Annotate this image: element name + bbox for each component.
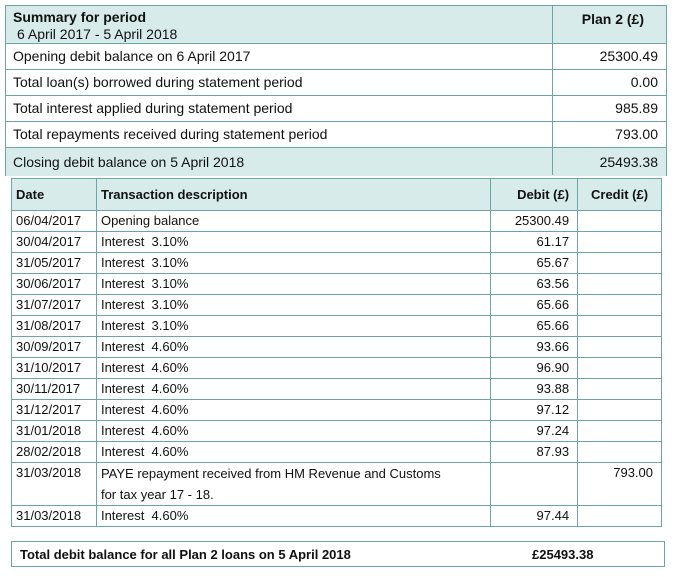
row-description: PAYE repayment received from HM Revenue and Customs xyxy=(100,466,441,481)
table-row xyxy=(12,463,662,506)
row-date: 31/12/2017 xyxy=(12,400,97,421)
row-debit: 61.17 xyxy=(491,232,578,253)
summary-row-label: Total loan(s) borrowed during statement period xyxy=(13,74,303,90)
row-credit: 793.00 xyxy=(578,463,662,506)
table-row xyxy=(12,421,662,442)
row-date: 28/02/2018 xyxy=(12,442,97,463)
row-description: Opening balance xyxy=(96,211,490,232)
row-credit xyxy=(578,506,662,527)
closing-balance-row xyxy=(6,147,666,176)
row-credit xyxy=(578,400,662,421)
total-debit-balance-label: Total debit balance for all Plan 2 loans on 5 April 2018 xyxy=(20,547,351,562)
row-description: Interest 3.10% xyxy=(96,295,490,316)
summary-header xyxy=(6,6,666,43)
date-column-header: Date xyxy=(12,179,97,211)
row-debit: 63.56 xyxy=(491,274,578,295)
summary-row-value: 793.00 xyxy=(615,126,658,142)
row-debit: 65.67 xyxy=(491,253,578,274)
row-description: Interest 4.60% xyxy=(96,506,490,527)
row-date: 31/08/2017 xyxy=(12,316,97,337)
row-description: Interest 4.60% xyxy=(96,400,490,421)
row-credit xyxy=(578,232,662,253)
row-date: 31/01/2018 xyxy=(12,421,97,442)
row-debit: 97.44 xyxy=(491,506,578,527)
row-description: Interest 3.10% xyxy=(96,316,490,337)
credit-column-header: Credit (£) xyxy=(578,179,662,211)
summary-panel xyxy=(5,5,667,176)
row-credit xyxy=(578,379,662,400)
row-debit: 97.24 xyxy=(491,421,578,442)
closing-balance-label: Closing debit balance on 5 April 2018 xyxy=(13,154,245,170)
table-row xyxy=(12,253,662,274)
row-credit xyxy=(578,274,662,295)
summary-row xyxy=(6,43,666,70)
row-description: Interest 3.10% xyxy=(96,274,490,295)
row-description: Interest 4.60% xyxy=(96,379,490,400)
row-description: Interest 4.60% xyxy=(96,421,490,442)
total-debit-balance-box xyxy=(11,541,665,567)
row-debit: 97.12 xyxy=(491,400,578,421)
row-description: Interest 4.60% xyxy=(96,337,490,358)
row-description: Interest 3.10% xyxy=(96,253,490,274)
table-row xyxy=(12,400,662,421)
table-row xyxy=(12,442,662,463)
row-credit xyxy=(578,358,662,379)
total-debit-balance-value: £25493.38 xyxy=(532,547,594,562)
row-credit xyxy=(578,316,662,337)
row-credit xyxy=(578,295,662,316)
debit-column-header: Debit (£) xyxy=(491,179,578,211)
row-description: Interest 4.60% xyxy=(96,442,490,463)
row-credit xyxy=(578,442,662,463)
row-description-continued: for tax year 17 - 18. xyxy=(100,487,214,502)
table-row xyxy=(12,316,662,337)
summary-title: Summary for period xyxy=(13,9,147,25)
row-date: 30/06/2017 xyxy=(12,274,97,295)
row-debit: 96.90 xyxy=(491,358,578,379)
row-description: Interest 3.10% xyxy=(96,232,490,253)
summary-period: 6 April 2017 - 5 April 2018 xyxy=(17,26,178,42)
row-debit: 65.66 xyxy=(491,316,578,337)
table-row xyxy=(12,295,662,316)
row-credit xyxy=(578,211,662,232)
row-debit: 25300.49 xyxy=(491,211,578,232)
table-row xyxy=(12,337,662,358)
transactions-header-row xyxy=(12,179,662,211)
row-date: 30/11/2017 xyxy=(12,379,97,400)
summary-row xyxy=(6,121,666,148)
table-row xyxy=(12,506,662,527)
table-row xyxy=(12,211,662,232)
transactions-table xyxy=(11,178,662,527)
summary-row-label: Total repayments received during statement period xyxy=(13,126,328,142)
summary-row xyxy=(6,69,666,96)
row-credit xyxy=(578,421,662,442)
table-row xyxy=(12,379,662,400)
row-debit: 93.88 xyxy=(491,379,578,400)
summary-row-label: Total interest applied during statement period xyxy=(13,100,293,116)
summary-row-label: Opening debit balance on 6 April 2017 xyxy=(13,48,251,64)
row-date: 06/04/2017 xyxy=(12,211,97,232)
row-debit: 87.93 xyxy=(491,442,578,463)
summary-column-divider xyxy=(552,6,553,175)
row-date: 31/10/2017 xyxy=(12,358,97,379)
row-date: 31/03/2018 xyxy=(12,463,97,506)
description-column-header: Transaction description xyxy=(96,179,490,211)
table-row xyxy=(12,232,662,253)
summary-row-value: 25300.49 xyxy=(599,48,658,64)
row-date: 31/07/2017 xyxy=(12,295,97,316)
row-description-multiline xyxy=(96,463,490,506)
plan-header: Plan 2 (£) xyxy=(581,11,644,27)
row-credit xyxy=(578,337,662,358)
row-date: 30/09/2017 xyxy=(12,337,97,358)
summary-row xyxy=(6,95,666,122)
row-date: 31/03/2018 xyxy=(12,506,97,527)
summary-row-value: 985.89 xyxy=(615,100,658,116)
row-date: 31/05/2017 xyxy=(12,253,97,274)
row-debit xyxy=(491,463,578,506)
table-row xyxy=(12,274,662,295)
row-description: Interest 4.60% xyxy=(96,358,490,379)
summary-row-value: 0.00 xyxy=(630,74,658,90)
row-debit: 93.66 xyxy=(491,337,578,358)
row-date: 30/04/2017 xyxy=(12,232,97,253)
table-row xyxy=(12,358,662,379)
closing-balance-value: 25493.38 xyxy=(599,154,658,170)
row-debit: 65.66 xyxy=(491,295,578,316)
row-credit xyxy=(578,253,662,274)
